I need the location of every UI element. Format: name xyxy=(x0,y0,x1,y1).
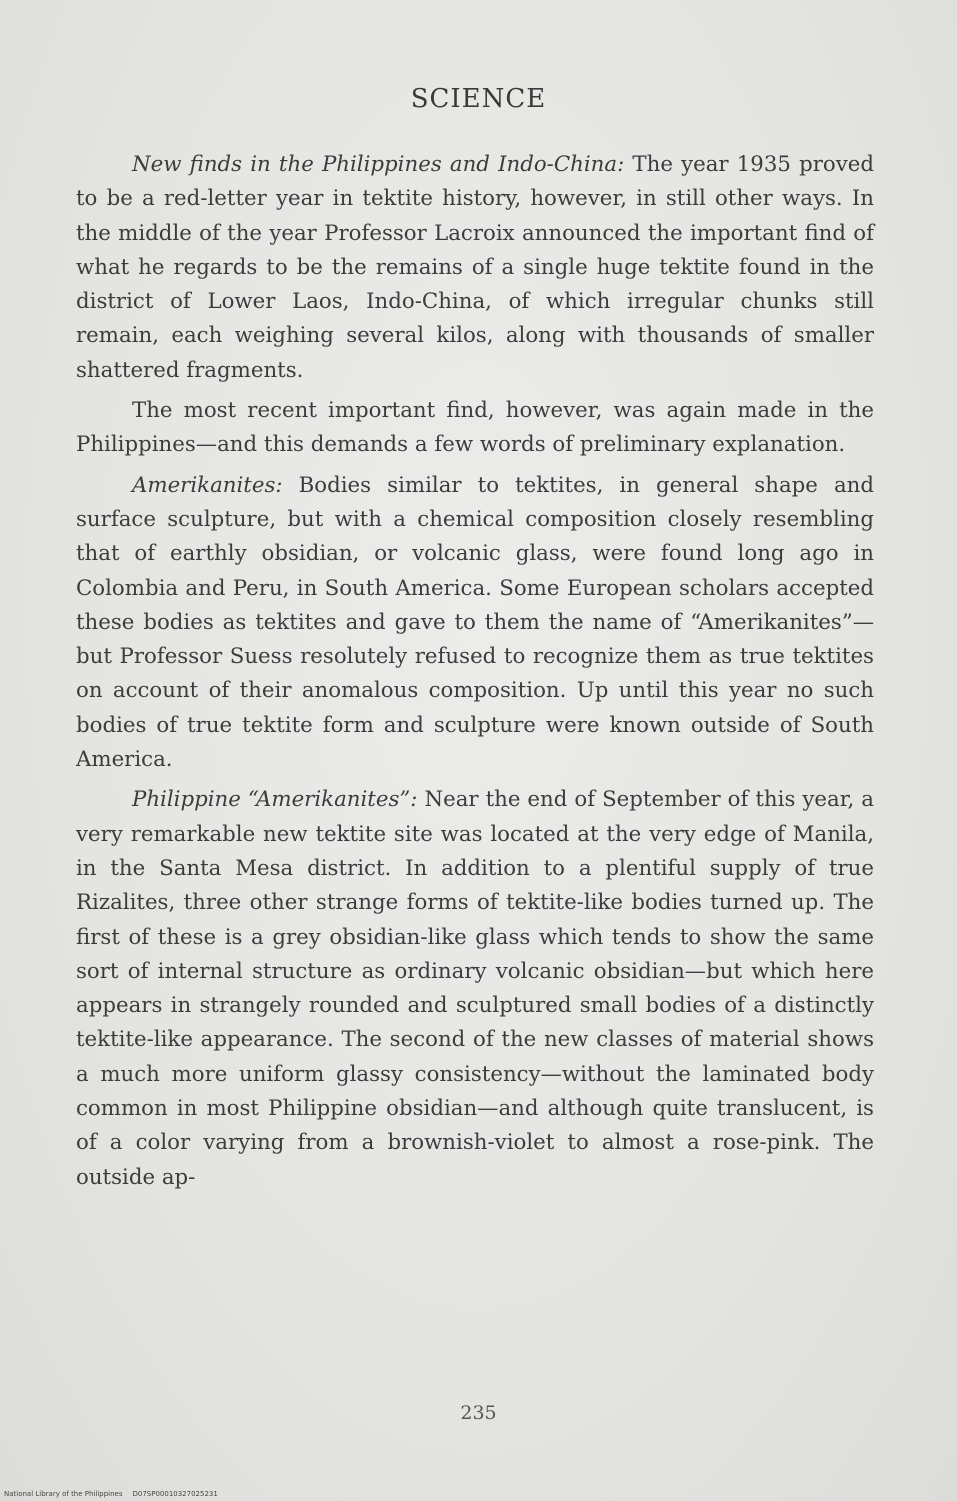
paragraph-lead: New finds in the Philippines and Indo-China: xyxy=(132,152,625,177)
paragraph-amerikanites xyxy=(76,469,874,778)
paragraph-lead: Philippine “Amerikanites”: xyxy=(132,787,418,813)
paragraph-new-finds xyxy=(76,148,874,388)
paragraph-philippine-amerikanites xyxy=(76,783,874,1195)
paragraph-body: Near the end of September of this year, a very remarkable new tektite site was located at the very edge of Manila, in the Santa Mesa district. In addition to a plentiful supply of true Rizalites, three other strange forms of tektite-like bodies turned up. The first of these is a grey obsidian-like glass which tends to show the same sort of internal structure as ordinary volcanic obsidian—but which here appears in strangely rounded and sculptured small bodies of a distinctly tektite-like appearance. The second of the new classes of material shows a much more uniform glassy consistency—without the laminated body common in most Philippine obsidian—and although quite translucent, is of a color varying from a brownish-violet to almost a rose-pink. The outside ap- xyxy=(76,787,874,1190)
paragraph-lead: Amerikanites: xyxy=(132,472,283,498)
paragraph-body: The year 1935 proved to be a red-letter year in tektite history, however, in still other ways. In the middle of the year Professor Lacroix announced the important find of what he regards to be the remains of a single huge tektite found in the district of Lower Laos, Indo-China, of which irregular chunks still remain, each weighing several kilos, along with thousands of smaller shattered fragments. xyxy=(76,152,875,383)
footer-library: National Library of the Philippines xyxy=(4,1490,123,1498)
running-head: SCIENCE xyxy=(410,84,547,114)
footer-id: D07SP00010327025231 xyxy=(132,1490,218,1498)
footer-credit xyxy=(4,1490,218,1498)
paragraph-body: Bodies similar to tektites, in general shape and surface sculpture, but with a chemical composition closely resembling that of earthly obsidian, or volcanic glass, were found long ago in Colombia and Peru, in South America. Some European scholars accepted these bodies as tektites and gave to them the name of “Amerikanites”—but Professor Suess resolutely refused to recognize them as true tektites on account of their anomalous composition. Up until this year no such bodies of true tektite form and sculpture were known outside of South America. xyxy=(76,472,874,773)
page-number: 235 xyxy=(460,1402,497,1424)
paragraph-recent-find xyxy=(76,394,874,463)
paragraph-body: The most recent important find, however, was again made in the Philippines—and this demands a few words of preliminary explanation. xyxy=(76,398,874,458)
body-text xyxy=(76,148,874,1195)
